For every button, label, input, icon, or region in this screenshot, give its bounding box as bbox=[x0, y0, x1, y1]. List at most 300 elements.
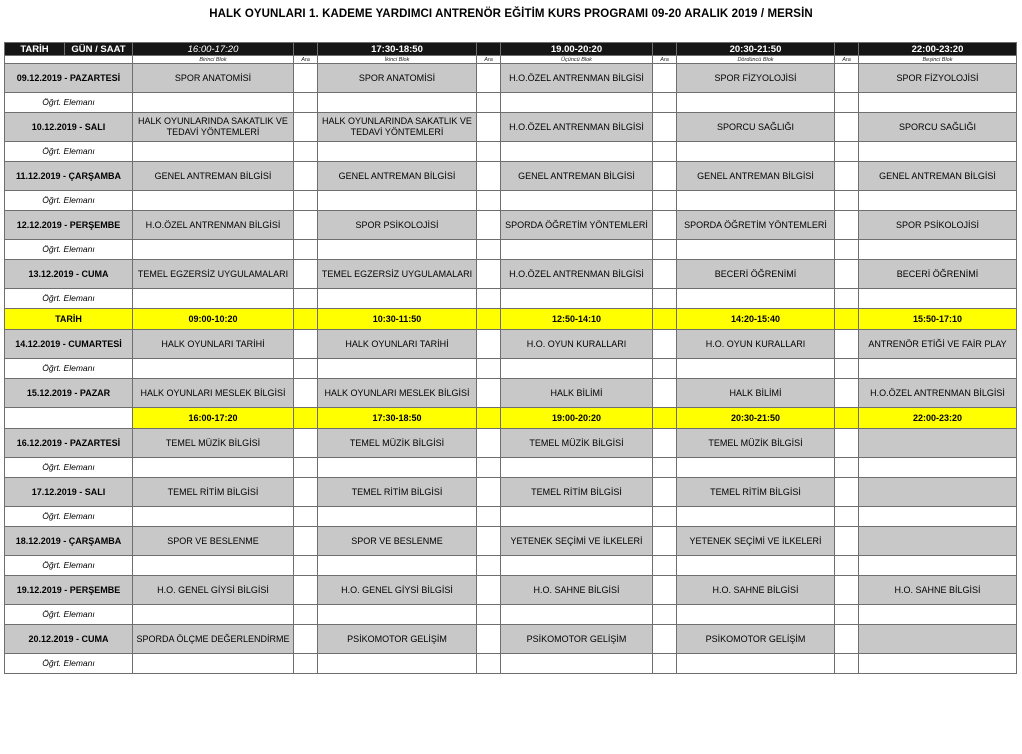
course-cell: H.O. SAHNE BİLGİSİ bbox=[677, 576, 835, 605]
ara-cell bbox=[477, 240, 501, 260]
ara-cell bbox=[477, 309, 501, 330]
instructor-cell bbox=[677, 191, 835, 211]
ara-cell bbox=[477, 556, 501, 576]
instructor-label: Öğrt. Elemanı bbox=[5, 458, 133, 478]
course-cell: HALK OYUNLARI TARİHİ bbox=[133, 330, 294, 359]
ara-cell bbox=[835, 576, 859, 605]
instructor-cell bbox=[677, 507, 835, 527]
header-tarih: TARİH bbox=[5, 43, 65, 56]
ara-cell bbox=[294, 211, 318, 240]
instructor-cell bbox=[859, 240, 1017, 260]
course-cell: HALK OYUNLARI MESLEK BİLGİSİ bbox=[133, 379, 294, 408]
course-cell: TEMEL EGZERSİZ UYGULAMALARI bbox=[133, 260, 294, 289]
course-cell: H.O. GENEL GİYSİ BİLGİSİ bbox=[318, 576, 477, 605]
ara-cell bbox=[835, 162, 859, 191]
ara-cell bbox=[477, 408, 501, 429]
page-title: HALK OYUNLARI 1. KADEME YARDIMCI ANTRENÖR EĞİTİM KURS PROGRAMI 09-20 ARALIK 2019 / MERSİN bbox=[209, 8, 813, 20]
instructor-row bbox=[5, 507, 1017, 527]
ara-cell bbox=[835, 556, 859, 576]
ara-cell bbox=[653, 379, 677, 408]
ara-cell bbox=[477, 429, 501, 458]
course-cell bbox=[859, 527, 1017, 556]
instructor-cell bbox=[133, 289, 294, 309]
instructor-cell bbox=[859, 289, 1017, 309]
course-cell: GENEL ANTREMAN BİLGİSİ bbox=[133, 162, 294, 191]
ara-cell bbox=[477, 113, 501, 142]
course-cell: SPOR VE BESLENME bbox=[318, 527, 477, 556]
ara-cell bbox=[294, 478, 318, 507]
block-label-5: Beşinci Blok bbox=[859, 56, 1017, 64]
ara-cell bbox=[653, 64, 677, 93]
date-cell: 19.12.2019 - PERŞEMBE bbox=[5, 576, 133, 605]
course-cell bbox=[859, 625, 1017, 654]
instructor-label: Öğrt. Elemanı bbox=[5, 240, 133, 260]
instructor-cell bbox=[318, 93, 477, 113]
instructor-cell bbox=[859, 359, 1017, 379]
ara-cell bbox=[653, 429, 677, 458]
ara-cell bbox=[477, 654, 501, 674]
ara-cell bbox=[477, 478, 501, 507]
table-row bbox=[5, 478, 1017, 507]
instructor-row bbox=[5, 359, 1017, 379]
course-cell: TEMEL RİTİM BİLGİSİ bbox=[318, 478, 477, 507]
instructor-label: Öğrt. Elemanı bbox=[5, 93, 133, 113]
course-cell: SPORCU SAĞLIĞI bbox=[859, 113, 1017, 142]
ara-cell bbox=[653, 408, 677, 429]
ara-cell bbox=[294, 379, 318, 408]
time-slot-row bbox=[5, 309, 1017, 330]
course-cell: BECERİ ÖĞRENİMİ bbox=[677, 260, 835, 289]
ara-cell bbox=[294, 556, 318, 576]
instructor-cell bbox=[133, 191, 294, 211]
instructor-cell bbox=[501, 458, 653, 478]
ara-cell bbox=[653, 507, 677, 527]
ara-cell bbox=[835, 654, 859, 674]
header-ara bbox=[294, 43, 318, 56]
ara-cell bbox=[653, 625, 677, 654]
instructor-row bbox=[5, 605, 1017, 625]
header-slot-3: 19.00-20:20 bbox=[501, 43, 653, 56]
instructor-cell bbox=[677, 605, 835, 625]
ara-cell bbox=[653, 576, 677, 605]
course-cell: H.O.ÖZEL ANTRENMAN BİLGİSİ bbox=[133, 211, 294, 240]
course-cell: SPORCU SAĞLIĞI bbox=[677, 113, 835, 142]
course-cell: SPOR VE BESLENME bbox=[133, 527, 294, 556]
ara-cell bbox=[477, 359, 501, 379]
instructor-cell bbox=[501, 359, 653, 379]
time-slot-cell: 20:30-21:50 bbox=[677, 408, 835, 429]
ara-cell bbox=[294, 309, 318, 330]
instructor-cell bbox=[318, 507, 477, 527]
instructor-cell bbox=[501, 289, 653, 309]
course-cell: H.O. GENEL GİYSİ BİLGİSİ bbox=[133, 576, 294, 605]
ara-cell bbox=[294, 625, 318, 654]
ara-cell bbox=[835, 64, 859, 93]
ara-cell bbox=[294, 260, 318, 289]
course-cell: PSİKOMOTOR GELİŞİM bbox=[677, 625, 835, 654]
ara-cell bbox=[477, 260, 501, 289]
table-row bbox=[5, 260, 1017, 289]
table-row bbox=[5, 113, 1017, 142]
instructor-label: Öğrt. Elemanı bbox=[5, 191, 133, 211]
instructor-label: Öğrt. Elemanı bbox=[5, 359, 133, 379]
table-row bbox=[5, 162, 1017, 191]
ara-cell bbox=[653, 162, 677, 191]
instructor-cell bbox=[318, 142, 477, 162]
ara-cell bbox=[835, 211, 859, 240]
instructor-cell bbox=[501, 654, 653, 674]
course-cell: HALK BİLİMİ bbox=[501, 379, 653, 408]
ara-cell bbox=[477, 330, 501, 359]
ara-cell bbox=[294, 359, 318, 379]
date-cell: 13.12.2019 - CUMA bbox=[5, 260, 133, 289]
course-cell: TEMEL MÜZİK BİLGİSİ bbox=[501, 429, 653, 458]
instructor-row bbox=[5, 458, 1017, 478]
subheader-row bbox=[5, 56, 1017, 64]
course-cell: H.O. OYUN KURALLARI bbox=[677, 330, 835, 359]
ara-cell bbox=[294, 240, 318, 260]
instructor-cell bbox=[677, 289, 835, 309]
ara-cell bbox=[835, 142, 859, 162]
instructor-row bbox=[5, 142, 1017, 162]
header-gun-saat: GÜN / SAAT bbox=[65, 43, 133, 56]
header-ara bbox=[653, 43, 677, 56]
instructor-cell bbox=[859, 556, 1017, 576]
instructor-cell bbox=[859, 93, 1017, 113]
block-label-4: Dördüncü Blok bbox=[677, 56, 835, 64]
date-cell: 12.12.2019 - PERŞEMBE bbox=[5, 211, 133, 240]
course-cell: TEMEL MÜZİK BİLGİSİ bbox=[318, 429, 477, 458]
time-slot-cell: 12:50-14:10 bbox=[501, 309, 653, 330]
ara-cell bbox=[477, 142, 501, 162]
ara-cell bbox=[294, 527, 318, 556]
ara-cell bbox=[653, 240, 677, 260]
course-cell: TEMEL EGZERSİZ UYGULAMALARI bbox=[318, 260, 477, 289]
instructor-cell bbox=[318, 191, 477, 211]
instructor-row bbox=[5, 240, 1017, 260]
ara-cell bbox=[477, 576, 501, 605]
instructor-cell bbox=[133, 556, 294, 576]
header-slot-2: 17:30-18:50 bbox=[318, 43, 477, 56]
instructor-cell bbox=[133, 458, 294, 478]
header-slot-5: 22:00-23:20 bbox=[859, 43, 1017, 56]
ara-cell bbox=[653, 330, 677, 359]
course-cell: GENEL ANTREMAN BİLGİSİ bbox=[677, 162, 835, 191]
header-ara bbox=[477, 43, 501, 56]
instructor-cell bbox=[859, 191, 1017, 211]
header-row bbox=[5, 43, 1017, 56]
instructor-cell bbox=[859, 142, 1017, 162]
instructor-cell bbox=[133, 359, 294, 379]
instructor-cell bbox=[859, 605, 1017, 625]
instructor-label: Öğrt. Elemanı bbox=[5, 654, 133, 674]
date-cell: 20.12.2019 - CUMA bbox=[5, 625, 133, 654]
ara-cell bbox=[294, 605, 318, 625]
instructor-cell bbox=[133, 507, 294, 527]
time-slot-cell: 09:00-10:20 bbox=[133, 309, 294, 330]
ara-cell bbox=[653, 289, 677, 309]
ara-cell bbox=[653, 211, 677, 240]
subheader-blank bbox=[5, 56, 133, 64]
instructor-cell bbox=[677, 240, 835, 260]
ara-cell bbox=[477, 211, 501, 240]
course-cell: H.O. SAHNE BİLGİSİ bbox=[501, 576, 653, 605]
ara-cell bbox=[653, 654, 677, 674]
course-cell: SPOR PSİKOLOJİSİ bbox=[859, 211, 1017, 240]
ara-cell bbox=[653, 458, 677, 478]
course-cell: BECERİ ÖĞRENİMİ bbox=[859, 260, 1017, 289]
ara-cell bbox=[835, 458, 859, 478]
course-cell: HALK BİLİMİ bbox=[677, 379, 835, 408]
block-label-2: İkinci Blok bbox=[318, 56, 477, 64]
ara-cell bbox=[835, 260, 859, 289]
course-cell: GENEL ANTREMAN BİLGİSİ bbox=[501, 162, 653, 191]
time-slot-cell: 15:50-17:10 bbox=[859, 309, 1017, 330]
ara-cell bbox=[653, 527, 677, 556]
date-cell: 17.12.2019 - SALI bbox=[5, 478, 133, 507]
ara-cell bbox=[477, 162, 501, 191]
ara-cell bbox=[294, 576, 318, 605]
instructor-cell bbox=[677, 359, 835, 379]
ara-cell bbox=[477, 527, 501, 556]
ara-cell bbox=[294, 93, 318, 113]
ara-cell bbox=[835, 309, 859, 330]
table-row bbox=[5, 379, 1017, 408]
instructor-label: Öğrt. Elemanı bbox=[5, 605, 133, 625]
ara-cell bbox=[653, 556, 677, 576]
instructor-cell bbox=[133, 240, 294, 260]
ara-cell bbox=[835, 605, 859, 625]
instructor-row bbox=[5, 654, 1017, 674]
instructor-label: Öğrt. Elemanı bbox=[5, 507, 133, 527]
ara-cell bbox=[294, 654, 318, 674]
ara-cell bbox=[477, 191, 501, 211]
instructor-cell bbox=[501, 605, 653, 625]
instructor-cell bbox=[133, 93, 294, 113]
ara-cell bbox=[477, 379, 501, 408]
ara-cell bbox=[294, 113, 318, 142]
ara-cell bbox=[294, 142, 318, 162]
instructor-cell bbox=[859, 654, 1017, 674]
ara-label: Ara bbox=[653, 56, 677, 64]
instructor-cell bbox=[501, 93, 653, 113]
ara-cell bbox=[835, 625, 859, 654]
ara-cell bbox=[653, 359, 677, 379]
course-cell: SPORDA ÖĞRETİM YÖNTEMLERİ bbox=[501, 211, 653, 240]
ara-cell bbox=[653, 191, 677, 211]
date-cell: 15.12.2019 - PAZAR bbox=[5, 379, 133, 408]
ara-cell bbox=[653, 113, 677, 142]
ara-cell bbox=[835, 478, 859, 507]
instructor-cell bbox=[859, 458, 1017, 478]
ara-cell bbox=[477, 289, 501, 309]
ara-cell bbox=[477, 605, 501, 625]
instructor-cell bbox=[318, 289, 477, 309]
time-slot-label: TARİH bbox=[5, 309, 133, 330]
instructor-cell bbox=[677, 654, 835, 674]
date-cell: 18.12.2019 - ÇARŞAMBA bbox=[5, 527, 133, 556]
table-row bbox=[5, 527, 1017, 556]
course-cell: H.O. OYUN KURALLARI bbox=[501, 330, 653, 359]
ara-cell bbox=[653, 605, 677, 625]
ara-cell bbox=[835, 93, 859, 113]
course-cell: H.O.ÖZEL ANTRENMAN BİLGİSİ bbox=[501, 260, 653, 289]
ara-cell bbox=[835, 379, 859, 408]
header-slot-1: 16:00-17:20 bbox=[133, 43, 294, 56]
date-cell: 10.12.2019 - SALI bbox=[5, 113, 133, 142]
time-slot-cell: 17:30-18:50 bbox=[318, 408, 477, 429]
ara-label: Ara bbox=[835, 56, 859, 64]
instructor-label: Öğrt. Elemanı bbox=[5, 289, 133, 309]
block-label-3: Üçüncü Blok bbox=[501, 56, 653, 64]
ara-cell bbox=[294, 458, 318, 478]
instructor-cell bbox=[501, 240, 653, 260]
ara-cell bbox=[653, 478, 677, 507]
course-cell: ANTRENÖR ETİĞİ VE FAİR PLAY bbox=[859, 330, 1017, 359]
table-row bbox=[5, 429, 1017, 458]
instructor-cell bbox=[133, 142, 294, 162]
header-slot-4: 20:30-21:50 bbox=[677, 43, 835, 56]
instructor-label: Öğrt. Elemanı bbox=[5, 556, 133, 576]
ara-cell bbox=[294, 162, 318, 191]
table-row bbox=[5, 625, 1017, 654]
course-cell: SPORDA ÖLÇME DEĞERLENDİRME bbox=[133, 625, 294, 654]
ara-cell bbox=[835, 240, 859, 260]
ara-cell bbox=[294, 408, 318, 429]
course-cell: GENEL ANTREMAN BİLGİSİ bbox=[318, 162, 477, 191]
instructor-cell bbox=[501, 556, 653, 576]
instructor-cell bbox=[501, 142, 653, 162]
course-cell: PSİKOMOTOR GELİŞİM bbox=[318, 625, 477, 654]
course-cell: SPOR ANATOMİSİ bbox=[318, 64, 477, 93]
ara-cell bbox=[835, 507, 859, 527]
course-cell: TEMEL RİTİM BİLGİSİ bbox=[677, 478, 835, 507]
course-cell: HALK OYUNLARI MESLEK BİLGİSİ bbox=[318, 379, 477, 408]
instructor-label: Öğrt. Elemanı bbox=[5, 142, 133, 162]
table-row bbox=[5, 64, 1017, 93]
ara-cell bbox=[835, 191, 859, 211]
ara-cell bbox=[477, 507, 501, 527]
table-row bbox=[5, 576, 1017, 605]
course-cell: GENEL ANTREMAN BİLGİSİ bbox=[859, 162, 1017, 191]
ara-label: Ara bbox=[294, 56, 318, 64]
schedule-table bbox=[4, 42, 1017, 674]
ara-cell bbox=[835, 359, 859, 379]
course-cell: H.O.ÖZEL ANTRENMAN BİLGİSİ bbox=[859, 379, 1017, 408]
course-cell: H.O.ÖZEL ANTRENMAN BİLGİSİ bbox=[501, 113, 653, 142]
instructor-cell bbox=[318, 458, 477, 478]
ara-cell bbox=[653, 309, 677, 330]
ara-cell bbox=[294, 64, 318, 93]
course-cell: TEMEL MÜZİK BİLGİSİ bbox=[133, 429, 294, 458]
instructor-row bbox=[5, 93, 1017, 113]
instructor-cell bbox=[677, 142, 835, 162]
ara-cell bbox=[477, 625, 501, 654]
instructor-row bbox=[5, 289, 1017, 309]
time-slot-cell: 22:00-23:20 bbox=[859, 408, 1017, 429]
ara-cell bbox=[294, 507, 318, 527]
instructor-row bbox=[5, 556, 1017, 576]
time-slot-cell: 16:00-17:20 bbox=[133, 408, 294, 429]
date-cell: 16.12.2019 - PAZARTESİ bbox=[5, 429, 133, 458]
ara-cell bbox=[477, 64, 501, 93]
course-cell: SPOR ANATOMİSİ bbox=[133, 64, 294, 93]
ara-label: Ara bbox=[477, 56, 501, 64]
instructor-cell bbox=[677, 458, 835, 478]
instructor-cell bbox=[318, 556, 477, 576]
course-cell: YETENEK SEÇİMİ VE İLKELERİ bbox=[677, 527, 835, 556]
instructor-cell bbox=[318, 654, 477, 674]
course-cell: SPOR FİZYOLOJİSİ bbox=[677, 64, 835, 93]
instructor-cell bbox=[133, 605, 294, 625]
course-cell: HALK OYUNLARI TARİHİ bbox=[318, 330, 477, 359]
instructor-cell bbox=[677, 556, 835, 576]
ara-cell bbox=[835, 113, 859, 142]
instructor-cell bbox=[318, 605, 477, 625]
header-ara bbox=[835, 43, 859, 56]
time-slot-cell: 14:20-15:40 bbox=[677, 309, 835, 330]
ara-cell bbox=[653, 142, 677, 162]
course-cell: PSİKOMOTOR GELİŞİM bbox=[501, 625, 653, 654]
ara-cell bbox=[653, 260, 677, 289]
course-cell: SPOR FİZYOLOJİSİ bbox=[859, 64, 1017, 93]
ara-cell bbox=[835, 408, 859, 429]
ara-cell bbox=[477, 458, 501, 478]
block-label-1: Birinci Blok bbox=[133, 56, 294, 64]
instructor-cell bbox=[859, 507, 1017, 527]
instructor-row bbox=[5, 191, 1017, 211]
ara-cell bbox=[294, 191, 318, 211]
course-cell: TEMEL RİTİM BİLGİSİ bbox=[501, 478, 653, 507]
date-cell: 11.12.2019 - ÇARŞAMBA bbox=[5, 162, 133, 191]
ara-cell bbox=[294, 429, 318, 458]
course-cell: H.O. SAHNE BİLGİSİ bbox=[859, 576, 1017, 605]
instructor-cell bbox=[677, 93, 835, 113]
ara-cell bbox=[835, 289, 859, 309]
course-cell: TEMEL RİTİM BİLGİSİ bbox=[133, 478, 294, 507]
table-row bbox=[5, 330, 1017, 359]
course-cell: HALK OYUNLARINDA SAKATLIK VE TEDAVİ YÖNTEMLERİ bbox=[318, 113, 477, 142]
instructor-cell bbox=[133, 654, 294, 674]
time-slot-row bbox=[5, 408, 1017, 429]
course-cell bbox=[859, 429, 1017, 458]
time-slot-blank bbox=[5, 408, 133, 429]
time-slot-cell: 10:30-11:50 bbox=[318, 309, 477, 330]
table-row bbox=[5, 211, 1017, 240]
course-cell: SPOR PSİKOLOJİSİ bbox=[318, 211, 477, 240]
time-slot-cell: 19:00-20:20 bbox=[501, 408, 653, 429]
course-cell: SPORDA ÖĞRETİM YÖNTEMLERİ bbox=[677, 211, 835, 240]
ara-cell bbox=[835, 527, 859, 556]
instructor-cell bbox=[318, 240, 477, 260]
ara-cell bbox=[835, 330, 859, 359]
ara-cell bbox=[477, 93, 501, 113]
ara-cell bbox=[294, 289, 318, 309]
course-cell: H.O.ÖZEL ANTRENMAN BİLGİSİ bbox=[501, 64, 653, 93]
ara-cell bbox=[653, 93, 677, 113]
instructor-cell bbox=[501, 507, 653, 527]
course-cell bbox=[859, 478, 1017, 507]
ara-cell bbox=[835, 429, 859, 458]
course-cell: HALK OYUNLARINDA SAKATLIK VE TEDAVİ YÖNTEMLERİ bbox=[133, 113, 294, 142]
date-cell: 14.12.2019 - CUMARTESİ bbox=[5, 330, 133, 359]
ara-cell bbox=[294, 330, 318, 359]
instructor-cell bbox=[318, 359, 477, 379]
instructor-cell bbox=[501, 191, 653, 211]
course-cell: TEMEL MÜZİK BİLGİSİ bbox=[677, 429, 835, 458]
course-cell: YETENEK SEÇİMİ VE İLKELERİ bbox=[501, 527, 653, 556]
date-cell: 09.12.2019 - PAZARTESİ bbox=[5, 64, 133, 93]
